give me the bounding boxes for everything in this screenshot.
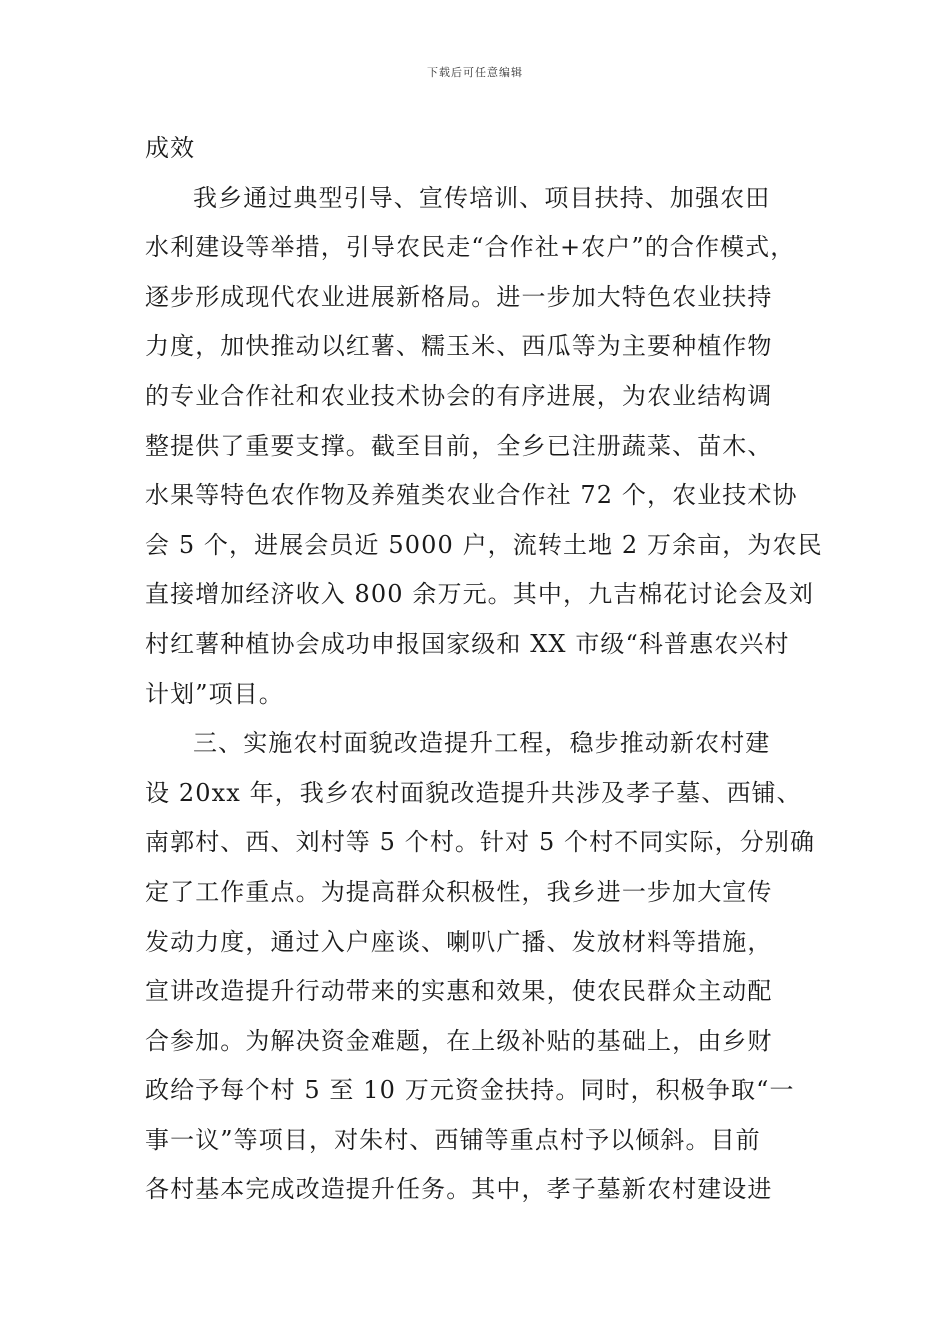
text-line: 定了工作重点。为提高群众积极性，我乡进一步加大宣传 [145,877,773,906]
text-line: 力度，加快推动以红薯、糯玉米、西瓜等为主要种植作物 [145,332,773,361]
body-text [145,124,825,1215]
text-line: 宣讲改造提升行动带来的实惠和效果，使农民群众主动配 [145,977,773,1006]
text-line: 三、实施农村面貌改造提升工程，稳步推动新农村建 [193,729,771,758]
text-line: 水果等特色农作物及养殖类农业合作社 72 个，农业技术协 [145,481,798,510]
text-line: 的专业合作社和农业技术协会的有序进展，为农业结构调 [145,381,773,410]
text-line: 设 20xx 年，我乡农村面貌改造提升共涉及孝子墓、西铺、 [145,778,802,807]
text-line: 发动力度，通过入户座谈、喇叭广播、发放材料等措施， [145,927,773,956]
text-line: 逐步形成现代农业进展新格局。进一步加大特色农业扶持 [145,282,773,311]
text-line: 整提供了重要支撑。截至目前，全乡已注册蔬菜、苗木、 [145,431,773,460]
text-line: 事一议”等项目，对朱村、西铺等重点村予以倾斜。目前 [145,1125,761,1154]
text-line: 计划”项目。 [145,679,284,708]
text-line: 合参加。为解决资金难题，在上级补贴的基础上，由乡财 [145,1026,773,1055]
text-line: 直接增加经济收入 800 余万元。其中，九吉棉花讨论会及刘 [145,580,814,609]
text-line: 政给予每个村 5 至 10 万元资金扶持。同时，积极争取“一 [145,1076,795,1105]
text-line: 各村基本完成改造提升任务。其中，孝子墓新农村建设进 [145,1175,773,1204]
text-line: 会 5 个，进展会员近 5000 户，流转土地 2 万余亩，为农民 [145,530,823,559]
text-line: 村红薯种植协会成功申报国家级和 XX 市级“科普惠农兴村 [145,629,790,658]
text-line: 南郭村、西、刘村等 5 个村。针对 5 个村不同实际，分别确 [145,828,816,857]
text-line: 成效 [145,134,196,162]
text-line: 水利建设等举措，引导农民走“合作社+农户”的合作模式， [145,233,796,262]
header-note: 下载后可任意编辑 [427,66,523,79]
text-line: 我乡通过典型引导、宣传培训、项目扶持、加强农田 [193,183,771,212]
